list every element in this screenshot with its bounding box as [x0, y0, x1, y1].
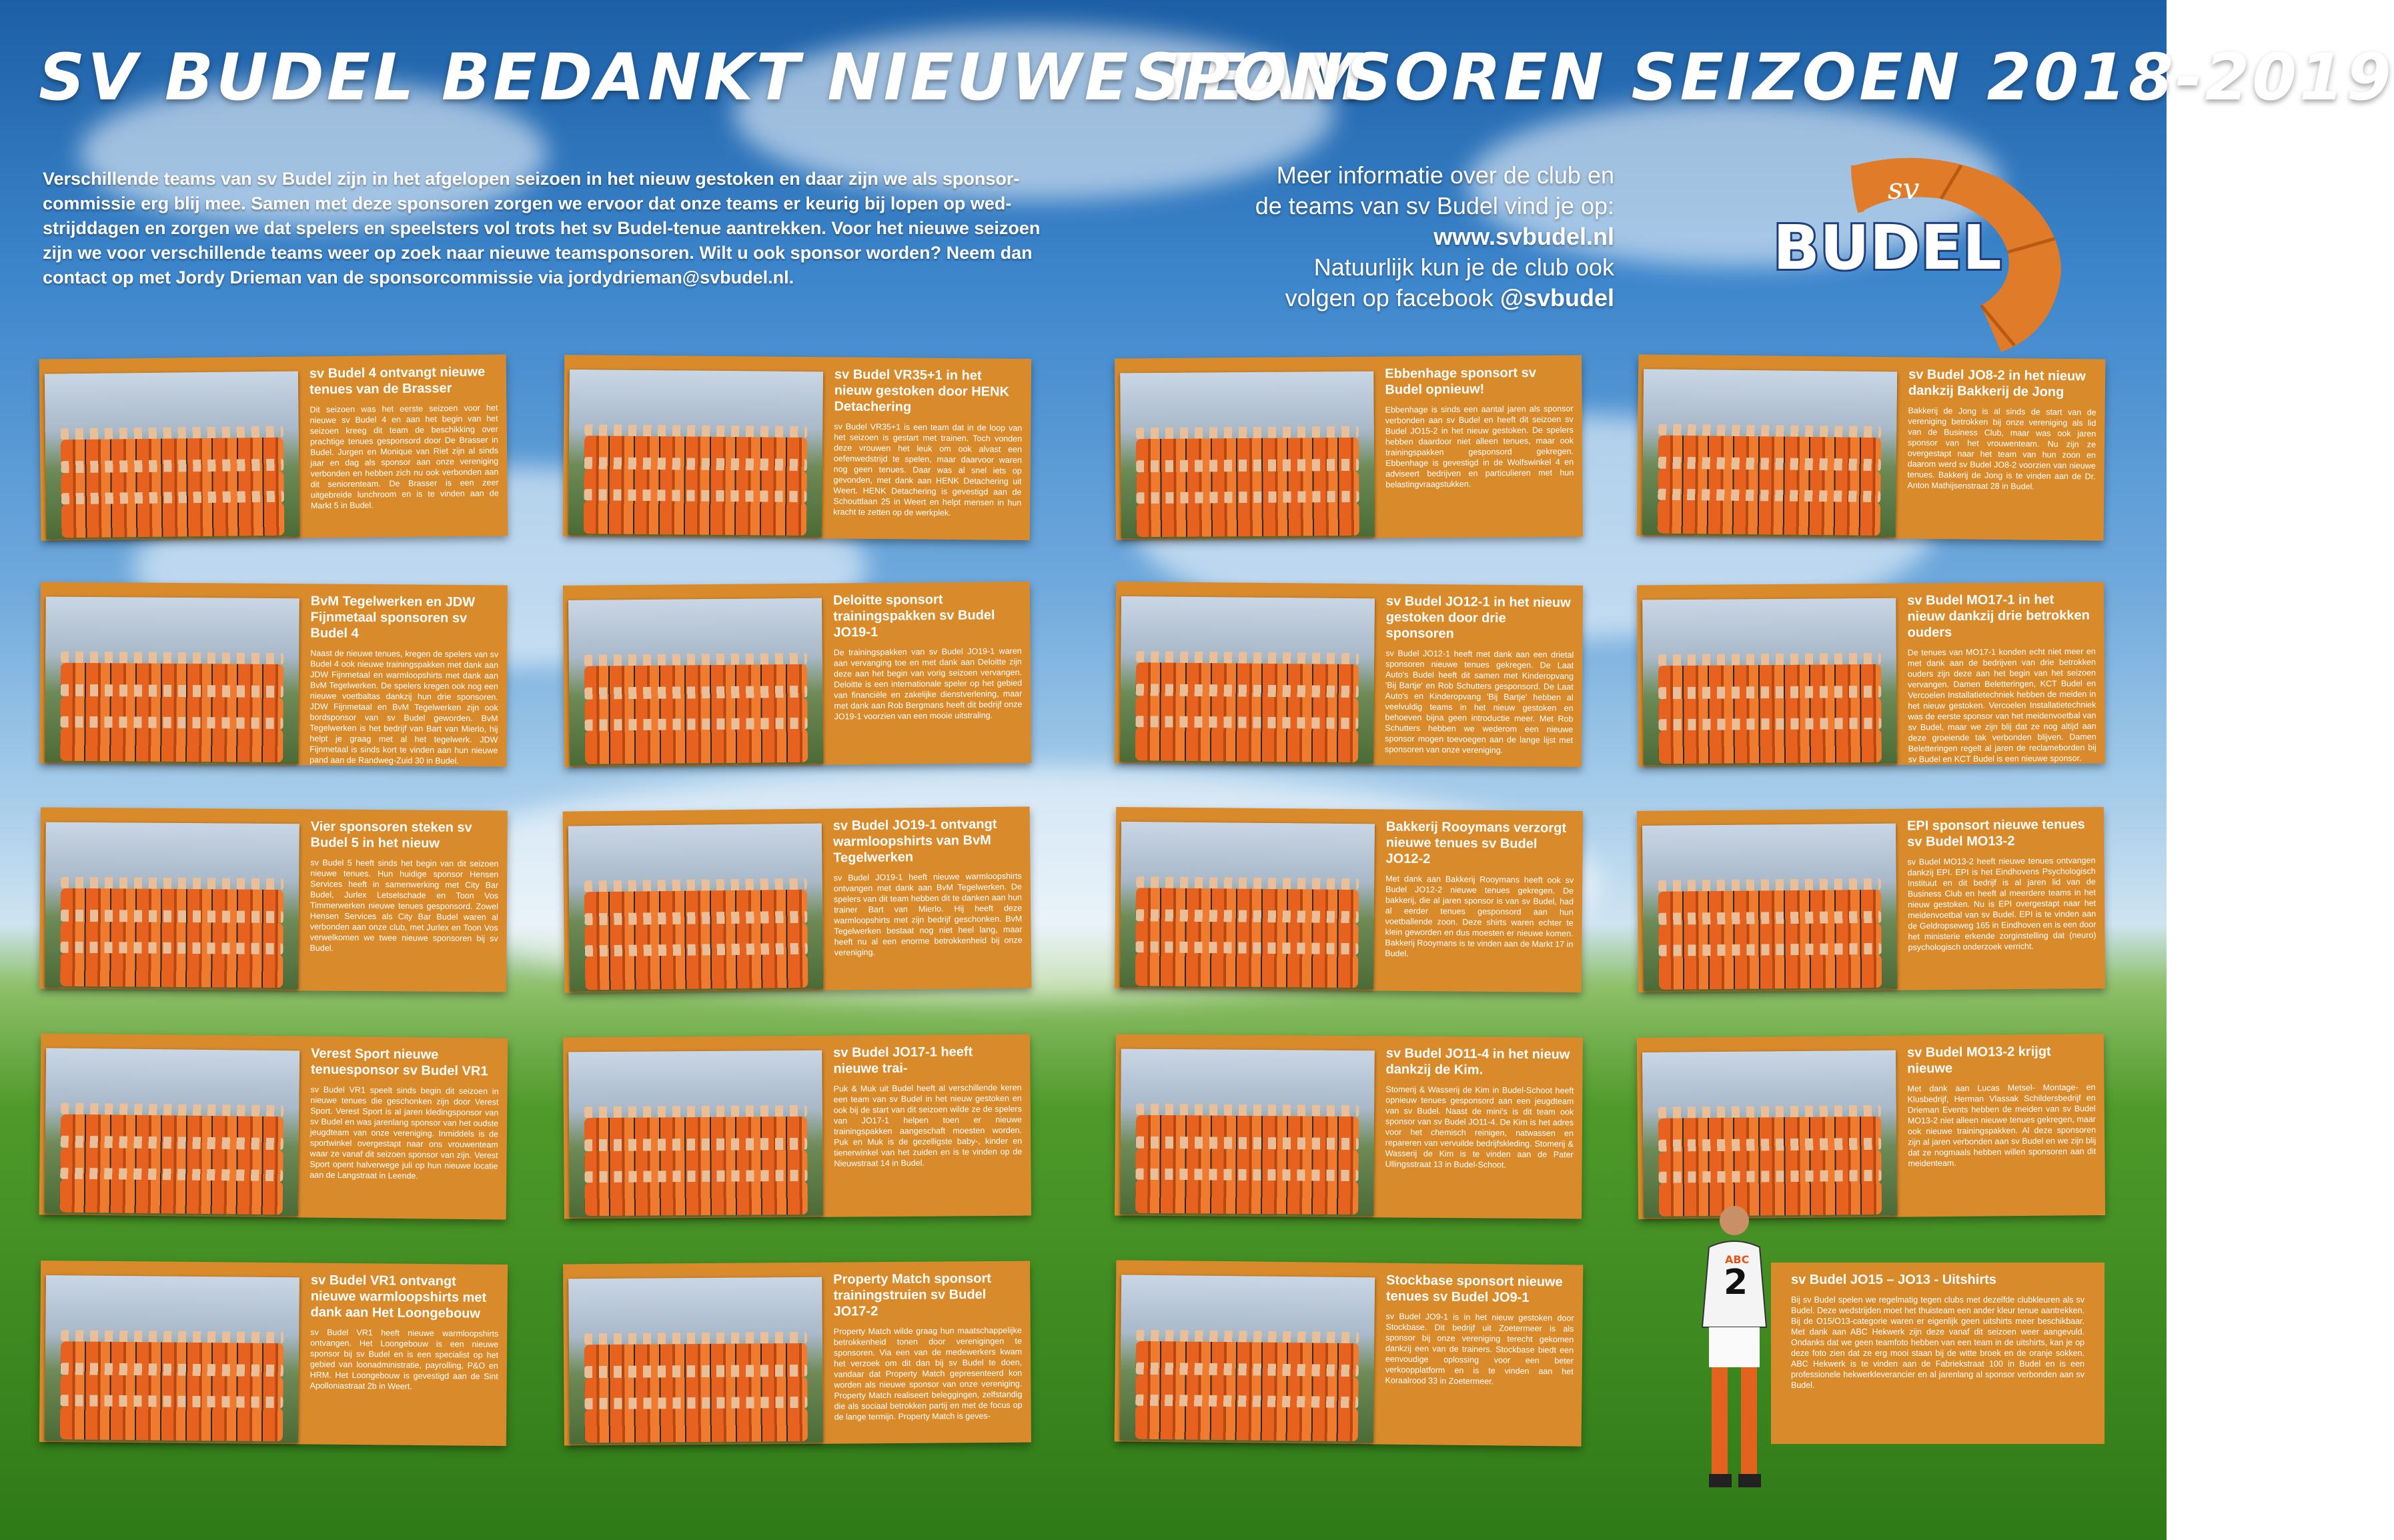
info-line-4: volgen op facebook @svbudel	[1285, 284, 1614, 311]
card-text: Dit seizoen was het eerste seizoen voor het nieuwe sv Budel 4 en aan het begin van het seizoen kreeg dit team de beschikking over prachtige tenues gesponsord door De Brasser in Budel. Jurgen en Monique van Riet zijn al sinds jaar en dag als sponsor aan onze vereniging verbonden en hebben zich nu ook verbonden aan dit seniorenteam. De Brasser is een zeer uitgebreide lunchroom en is te vinden aan de Markt 5 in Budel.	[310, 403, 499, 511]
sponsor-card	[1637, 807, 2105, 992]
sponsor-card	[39, 354, 508, 540]
card-title: sv Budel MO17-1 in het nieuw dankzij drie betrokken ouders	[1907, 592, 2090, 640]
card-title: Verest Sport nieuwe tenuesponsor sv Budel VR1	[310, 1046, 488, 1079]
card-title: sv Budel 4 ontvangt nieuwe tenues van de Brasser	[309, 364, 486, 398]
card-text: Ebbenhage is sinds een aantal jaren als sponsor verbonden aan sv Budel en heeft dit seizoen sv Budel JO15-2 in het nieuw gestoken. De spelers hebben daardoor niet alleen tenues, maar ook trainingspakken gesponsord gekregen. Ebbenhage is gevestigd in de Wolfswinkel 4 en adviseert bedrijven en particulieren met hun belastingvraagstukken.	[1385, 404, 1574, 490]
logo-budel-text: BUDEL	[1773, 212, 2002, 283]
sv-budel-logo	[1761, 152, 2081, 359]
sponsor-card	[39, 1033, 508, 1219]
sponsor-card	[1637, 582, 2105, 767]
card-text: Bakkerij de Jong is al sinds de start van de vereniging betrokken bij onze vereniging als lid van de Business Club, maar was ook jaren sponsor van het vrouwenteam. Nu zijn ze overgestapt naar het team van hun zoon en daarom werd sv Budel JO8-2 voorzien van nieuwe tenues. Bakkerij de Jong is te vinden aan de Dr. Anton Mathijsenstraat 28 in Budel.	[1907, 406, 2097, 492]
card-title: sv Budel JO15 – JO13 - Uitshirts	[1791, 1273, 1996, 1287]
card-text: sv Budel 5 heeft sinds het begin van dit seizoen nieuwe tenues. Hun huidige sponsor Hensen Services heeft in samenwerking met City Bar Budel, Jurlex Letselschade en Toon Vos Timmerwerken nieuwe tenues gesponsord. Zowel Hensen Services als City Bar Budel waren al verbonden aan onze club, met Jurlex en Toon Vos verwelkomen we twee nieuwe sponsoren bij sv Budel.	[310, 858, 499, 953]
card-title: sv Budel JO12-1 in het nieuw gestoken door drie sponsoren	[1385, 594, 1571, 642]
team-photo	[568, 598, 823, 766]
card-title: Ebbenhage sponsort sv Budel opnieuw!	[1385, 365, 1537, 398]
sponsor-card	[1637, 354, 2106, 540]
info-line-2: de teams van sv Budel vind je op:	[1255, 192, 1614, 219]
card-title: sv Budel JO19-1 ontvangt warmloopshirts van BvM Tegelwerken	[832, 816, 997, 866]
team-photo	[1120, 1275, 1375, 1443]
sponsor-card	[563, 806, 1032, 992]
team-photo	[568, 369, 823, 537]
sponsor-card	[1771, 1263, 2105, 1444]
team-photo	[1642, 1050, 1897, 1218]
team-photo	[45, 1048, 300, 1216]
sponsor-card	[563, 1034, 1031, 1219]
card-title: sv Budel JO11-4 in het nieuw dankzij de Kim.	[1385, 1046, 1570, 1078]
sponsor-card	[1637, 1034, 2105, 1219]
sponsor-card	[39, 1261, 508, 1446]
headline-left: SV BUDEL BEDANKT NIEUWE TEAM	[39, 40, 1367, 115]
card-text: sv Budel VR1 speelt sinds begin dit seizoen in nieuwe tenues die geschonken zijn door Verest Sport. Verest Sport is al jaren kledingsponsor van sv Budel en was jarenlang sponsor van het oudste jeugdteam van onze vereniging. Inmiddels is de sportwinkel overgestapt naar ons vrouwenteam waar ze vanaf dit seizoen sponsor van zijn. Verest Sport opent halverwege juli op hun nieuwe locatie aan de Langstraat in Leende.	[310, 1084, 499, 1181]
team-photo	[568, 1050, 823, 1218]
sponsor-card	[563, 582, 1031, 767]
shirt-number: 2	[1724, 1263, 1748, 1303]
team-photo	[45, 371, 300, 540]
sponsor-card	[563, 1261, 1031, 1446]
team-photo	[568, 1277, 823, 1445]
card-text: sv Budel JO19-1 heeft nieuwe warmloopshirts ontvangen met dank aan BvM Tegelwerken. De spelers van dit team hebben dit te danken aan hun trainer Bart van Mierlo. Hij heeft deze warmloopshirts met zijn bedrijf geschonken. BvM Tegelwerken bestaat nog niet heel lang, maar heeft nu al een enorme betrokkenheid bij onze vereniging.	[833, 871, 1023, 958]
intro-paragraph: Verschillende teams van sv Budel zijn in het afgelopen seizoen in het nieuw gestoken en daar zijn we als sponsor-commissie erg blij mee. Samen met deze sponsoren zorgen we ervoor dat onze teams er keurig bij lopen op wed-strijddagen en zorgen we dat spelers en speelsters vol trots het sv Budel-tenue aantrekken. Voor het nieuwe seizoen zijn we voor verschillende teams weer op zoek naar nieuwe teamsponsoren. Wilt u ook sponsor worden? Neem dan contact op met Jordy Drieman van de sponsorcommissie via jordydrieman@svbudel.nl.	[43, 169, 1041, 287]
team-photo	[45, 822, 300, 990]
card-title: BvM Tegelwerken en JDW Fijnmetaal sponsoren sv Budel 4	[310, 594, 476, 641]
website-link[interactable]: www.svbudel.nl	[1433, 223, 1614, 250]
card-title: Bakkerij Rooymans verzorgt nieuwe tenues sv Budel JO12-2	[1385, 819, 1567, 867]
card-text: sv Budel MO13-2 heeft nieuwe tenues ontvangen dankzij EPI. EPI is het Eindhovens Psychologisch Instituut en dit bedrijf is al jaren lid van de Business Club en heeft al meerdere teams in het nieuw gestoken. Nu is EPI overgestapt naar het meidenvoetbal van sv Budel. EPI is te vinden aan de Geldropseweg 165 in Eindhoven en is een door het ministerie erkende zorginstelling dat (neuro) psychologisch onderzoek verricht.	[1907, 856, 2097, 952]
card-text: De trainingspakken van sv Budel JO19-1 waren aan vervanging toe en met dank aan Deloitte zijn deze aan het begin van vorig seizoen vervangen. Deloitte is een internationale speler op het gebied van financiële en zakelijke dienstverlening, maar met dank aan Rob Bergmans heeft dit bedrijf onze JO19-1 voorzien van een mooie uitstraling.	[833, 646, 1023, 722]
info-line-1: Meer informatie over de club en	[1276, 161, 1614, 189]
sponsor-card	[39, 582, 508, 767]
card-title: Vier sponsoren steken sv Budel 5 in het nieuw	[310, 819, 472, 851]
team-photo	[568, 824, 824, 992]
card-title: Property Match sponsort trainingstruien sv Budel JO17-2	[833, 1271, 992, 1319]
sponsor-card	[1115, 1034, 1583, 1219]
player-photo	[1694, 1194, 1774, 1507]
card-text: Met dank aan Lucas Metsel- Montage- en Klusbedrijf, Herman Vlassak Schildersbedrijf en Drieman Events hebben de meiden van sv Budel MO13-2 niet alleen nieuwe tenues gekregen, maar ook nieuwe trainingspakken. Al deze sponsoren zijn al jaren verbonden aan sv Budel en we zijn blij dat ze nogmaals hebben willen sponsoren aan dit meidenteam.	[1907, 1082, 2097, 1169]
sponsor-card	[563, 355, 1031, 540]
card-title: sv Budel JO17-1 heeft nieuwe trai-	[833, 1044, 973, 1076]
shirt-sponsor: ABC	[1725, 1253, 1750, 1266]
card-text: Met dank aan Bakkerij Rooymans heeft ook sv Budel JO12-2 nieuwe tenues gekregen. De bakkerij, die al jaren sponsor is van sv Budel, had al eerder tenues gesponsord aan hun voetballende zoon. Deze shirts waren echter te klein geworden en dus moesten er nieuwe komen. Bakkerij Rooymans is te vinden aan de Markt 17 in Budel.	[1385, 874, 1574, 958]
card-title: Deloitte sponsort trainingspakken sv Budel JO19-1	[832, 592, 995, 640]
card-text: Puk & Muk uit Budel heeft al verschillende keren een team van sv Budel in het nieuw gestoken en ook bij de start van dit seizoen wilde ze de spelers van JO17-1 helpen toen er nieuwe trainingspakken aangeschaft moesten worden. Puk en Muk is de gezelligste baby-, kinder en tienerwinkel van het zuiden en is te vinden op de Nieuwstraat 14 in Budel.	[833, 1082, 1023, 1169]
team-photo	[1120, 822, 1375, 989]
sponsor-card	[39, 808, 508, 992]
team-photo	[1642, 598, 1897, 766]
card-title: sv Budel JO8-2 in het nieuw dankzij Bakkerij de Jong	[1908, 367, 2086, 400]
card-text: sv Budel JO9-1 is in het nieuw gestoken door Stockbase. Dit bedrijf uit Zoetermeer is als sponsor bij onze vereniging terecht gekomen dankzij een van de trainers. Stockbase biedt een eenvoudige oplossing voor een beter verkoopplatform en is te vinden aan het Koraalrood 33 in Zoetermeer.	[1385, 1311, 1574, 1387]
club-info-block	[1081, 160, 1614, 313]
card-title: Stockbase sponsort nieuwe tenues sv Budel JO9-1	[1385, 1273, 1563, 1305]
team-photo	[1120, 371, 1375, 539]
card-text: sv Budel JO12-1 heeft met dank aan een drietal sponsoren nieuwe tenues gekregen. De Laat Auto's Budel heeft dit samen met Kinderopvang 'Bij Bartje' en Rob Schutters gesponsord. De Laat Auto's en Kinderopvang 'Bij Bartje' hebben al veelvuldig teams in het nieuw gestoken en behoeven bijna geen introductie meer. Met Rob Schutters hebben we wederom een nieuwe sponsor mogen toevoegen aan de lange lijst met sponsoren van onze vereniging.	[1384, 648, 1574, 756]
team-photo	[45, 597, 300, 764]
card-text: De tenues van MO17-1 konden echt niet meer en met dank aan de bedrijven van drie betrokken ouders zijn deze aan het begin van het seizoen vervangen. Damen Beletteringen, KCT Budel en Vercoelen Installatietechniek hebben de meiden in het nieuw gestoken. Vercoelen Installatietechniek was de eerste sponsor van het meidenvoetbal van sv Budel, maar we zijn blij dat ze nog altijd aan deze groeiende tak verbonden blijven. Damen Beletteringen regelt al jaren de reclameborden bij sv Budel en KCT Budel is een nieuwe sponsor.	[1907, 646, 2097, 764]
headline-right: SPONSOREN SEIZOEN 2018-2019	[1134, 40, 2394, 115]
logo-sv-text: sv	[1888, 172, 1920, 206]
card-text: sv Budel VR35+1 is een team dat in de loop van het seizoen is gestart met trainen. Toch vonden deze vrouwen het leuk om ook alvast een oefenwedstrijd te spelen, maar daarvoor waren nog geen tenues. Daar was al snel iets op gevonden, met dank aan HENK Detachering uit Weert. HENK Detachering is gevestigd aan de Schouttlaan 25 in Weert en helpt mensen in hun kracht te zetten op de werkplek.	[833, 422, 1023, 518]
card-text: sv Budel VR1 heeft nieuwe warmloopshirts ontvangen. Het Loongebouw is een nieuwe sponsor bij sv Budel en is een specialist op het gebied van loonadministratie, payrolling, P&O en HRM. Het Loongebouw is gevestigd aan de Sint Apolloniastraat 2b in Weert.	[310, 1327, 499, 1391]
team-photo	[1120, 596, 1375, 764]
info-line-3: Natuurlijk kun je de club ook	[1313, 253, 1614, 281]
sponsor-card	[1115, 582, 1583, 767]
team-photo	[1642, 369, 1898, 537]
card-text: Bij sv Budel spelen we regelmatig tegen clubs met dezelfde clubkleuren als sv Budel. Deze wedstrijden moet het thuisteam een ander kleur tenue aantrekken. Bij de O15/O13-categorie waren er eigenlijk geen uitshirts meer beschikbaar. Met dank aan ABC Hekwerk zijn deze vanaf dit seizoen weer aangevuld. Ondanks dat we geen teamfoto hebben van een team in de uitshirts, kan je op deze foto zien dat ze erg mooi staan bij de witte broek en de oranje sokken. ABC Hekwerk is te vinden aan de Fabriekstraat 100 in Budel en is een professionele hekwerkleverancier en al jarenlang al sponsor verbonden aan sv Budel.	[1791, 1295, 2084, 1390]
team-photo	[45, 1275, 300, 1443]
card-title: EPI sponsort nieuwe tenues sv Budel MO13-2	[1906, 817, 2085, 850]
card-text: Property Match wilde graag hun maatschappelijke betrokkenheid tonen door verenigingen te sponsoren. Via een van de medewerkers kwam het verzoek om dit dan bij sv Budel te doen, vandaar dat Property Match gepresenteerd kon worden als nieuwe sponsor van onze vereniging. Property Match realiseert beleggingen, zelfstandig die als sociaal betrokken partij en met de focus op de lange termijn. Property Match is geves-	[833, 1325, 1023, 1422]
card-title: sv Budel VR1 ontvangt nieuwe warmloopshirts met dank aan Het Loongebouw	[310, 1273, 487, 1321]
card-text: Stomerij & Wasserij de Kim in Budel-Schoot heeft opnieuw tenues gesponsord aan een jeugdteam van sv Budel. Naast de mini's is dit team ook sponsor van sv Budel JO11-4. De Kim is het adres voor het chemisch reinigen, natwassen en repareren van vervuilde bedrijfskleding. Stomerij & Wasserij de Kim is te vinden aan de Pater Ullingsstraat 13 in Budel-Schoot.	[1385, 1084, 1574, 1170]
facebook-handle[interactable]: @svbudel	[1500, 284, 1614, 311]
team-photo	[1642, 824, 1897, 991]
sponsor-card	[1115, 1260, 1584, 1446]
card-title: sv Budel VR35+1 in het nieuw gestoken door HENK Detachering	[834, 367, 1010, 415]
team-photo	[1120, 1049, 1375, 1217]
sponsor-card	[1115, 355, 1583, 540]
card-title: sv Budel MO13-2 krijgt nieuwe	[1906, 1044, 2051, 1076]
card-text: Naast de nieuwe tenues, kregen de spelers van sv Budel 4 ook nieuwe trainingspakken met dank aan JDW Fijnmetaal en warmloopshirts met dank aan BvM Tegelwerken. De spelers kregen ook nog een nieuwe voetbaltas dankzij hun drie sponsoren. JDW Fijnmetaal en BvM Tegelwerken zijn ook bordsponsor van sv Budel geworden. BvM Tegelwerken is het bedrijf van Bart van Mierlo, hij helpt je graag met al het tegelwerk. JDW Fijnmetaal is sinds kort te vinden aan hun nieuwe pand aan de Randweg-Zuid 30 in Budel.	[310, 648, 499, 766]
sponsor-card	[1115, 807, 1583, 992]
